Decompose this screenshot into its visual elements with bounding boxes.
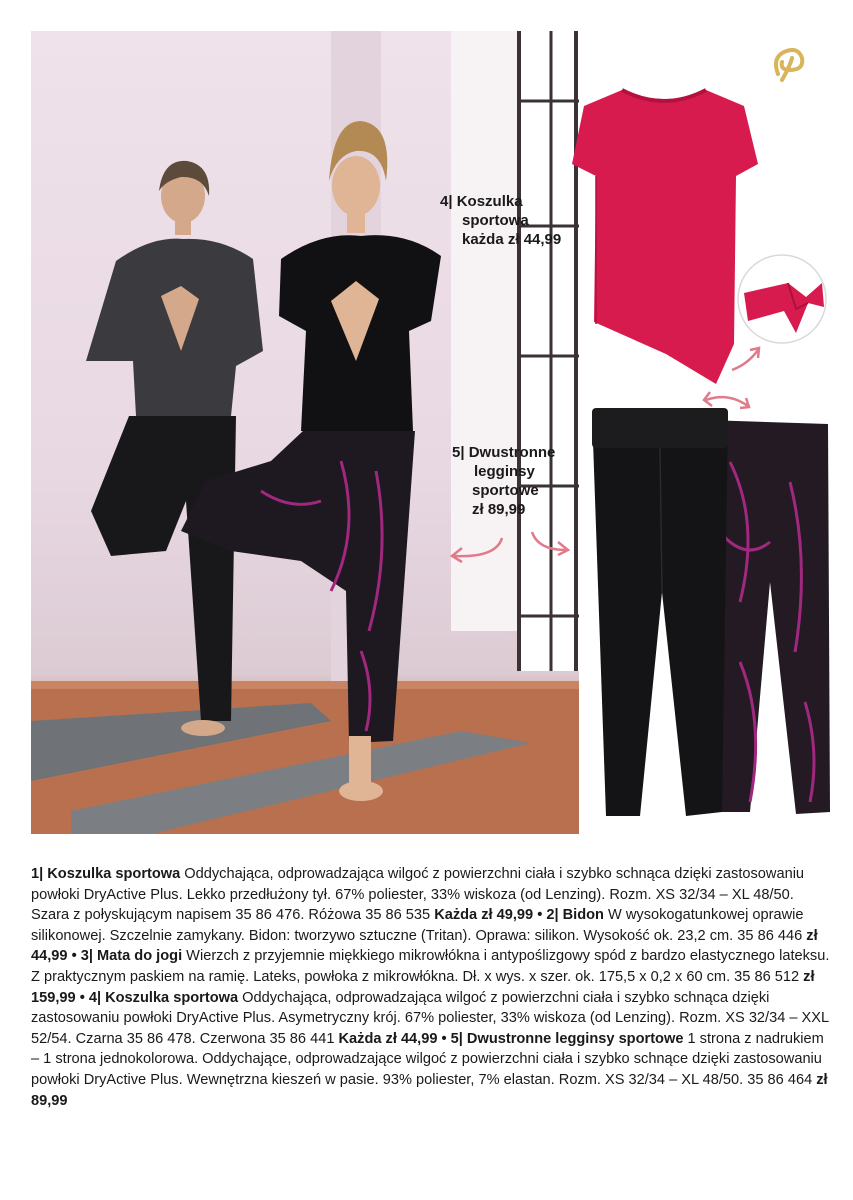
description-segment: zł 159,99 • 4| Koszulka sportowa	[31, 968, 815, 1006]
pointer-arrow-right-icon	[528, 528, 572, 556]
description-segment: Oddychająca, odprowadzająca wilgoć z powierzchni ciała i szybko schnąca dzięki zastosowaniu powłoki DryActive Plus. Asymetryczny krój. 67% poliester, 33% wiskoza (od Lenzing). Rozm. XS 32/34 – XXL 52/54. Czarna 35 86 478. Czerwona 35 86 441	[31, 989, 829, 1047]
description-segment: zł 89,99	[31, 1071, 828, 1109]
product-description	[31, 864, 831, 1111]
reversible-leggings-product-image	[590, 402, 834, 820]
callout-item-5-line-3: sportowe	[472, 482, 539, 499]
description-segment: 1| Koszulka sportowa	[31, 866, 181, 882]
callout-item-4-price: każda zł 44,99	[462, 231, 562, 248]
callout-item-4-line-2: sportowa	[462, 212, 529, 229]
description-segment: Wierzch z przyjemnie miękkiego mikrowłókna i antypoślizgowy spód z bardzo elastycznego lateksu. Z praktycznym paskiem na ramię. Lateks, powłoka z mikrowłókna. Dł. x wys. x szer. ok. 175,5 x 0,2 x 60 cm. 35 86 512	[31, 948, 830, 985]
tchibo-coffee-bean-logo-icon	[770, 44, 806, 84]
woman-left	[86, 161, 263, 736]
callout-item-4	[440, 192, 561, 249]
red-t-shirt-product-image	[566, 84, 762, 388]
callout-item-5-price: zł 89,99	[472, 501, 526, 518]
lifestyle-photo-yoga	[31, 31, 579, 834]
knot-detail-circle	[736, 253, 828, 345]
callout-item-4-line-1: 4| Koszulka	[440, 193, 523, 210]
callout-item-5-line-1: 5| Dwustronne	[452, 444, 556, 461]
callout-item-5-line-2: legginsy	[474, 463, 535, 480]
pointer-arrow-icon	[728, 344, 764, 374]
description-segment: 1 strona z nadrukiem – 1 strona jednokolorowa. Oddychające, odprowadzające wilgoć z powierzchni ciała i szybko schnące dzięki zastosowaniu powłoki DryActive Plus. Wewnętrzna kieszeń w pasie. 93% poliester, 7% elastan. Rozm. XS 32/34 – XL 48/50. 35 86 464	[31, 1030, 824, 1088]
description-segment: zł 44,99 • 3| Mata do jogi	[31, 927, 818, 965]
description-segment: Każda zł 44,99 • 5| Dwustronne legginsy sportowe	[338, 1030, 684, 1047]
description-segment: Każda zł 49,99 • 2| Bidon	[434, 907, 604, 924]
callout-item-5	[452, 443, 555, 519]
pointer-arrow-left-icon	[446, 534, 506, 564]
description-segment: W wysokogatunkowej oprawie silikonowej. Szczelnie zamykany. Bidon: tworzywo sztuczne (Tritan). Oprawa: silikon. Wysokość ok. 23,2 cm. 35 86 446	[31, 907, 807, 944]
description-segment: Oddychająca, odprowadzająca wilgoć z powierzchni ciała i szybko schnąca dzięki zastosowaniu powłoki DryActive Plus. Lekko przedłużony tył. 67% poliester, 33% wiskoza (od Lenzing). Rozm. XS 32/34 – XL 48/50. Szara z połyskującym napisem 35 86 476. Różowa 35 86 535	[31, 866, 805, 924]
